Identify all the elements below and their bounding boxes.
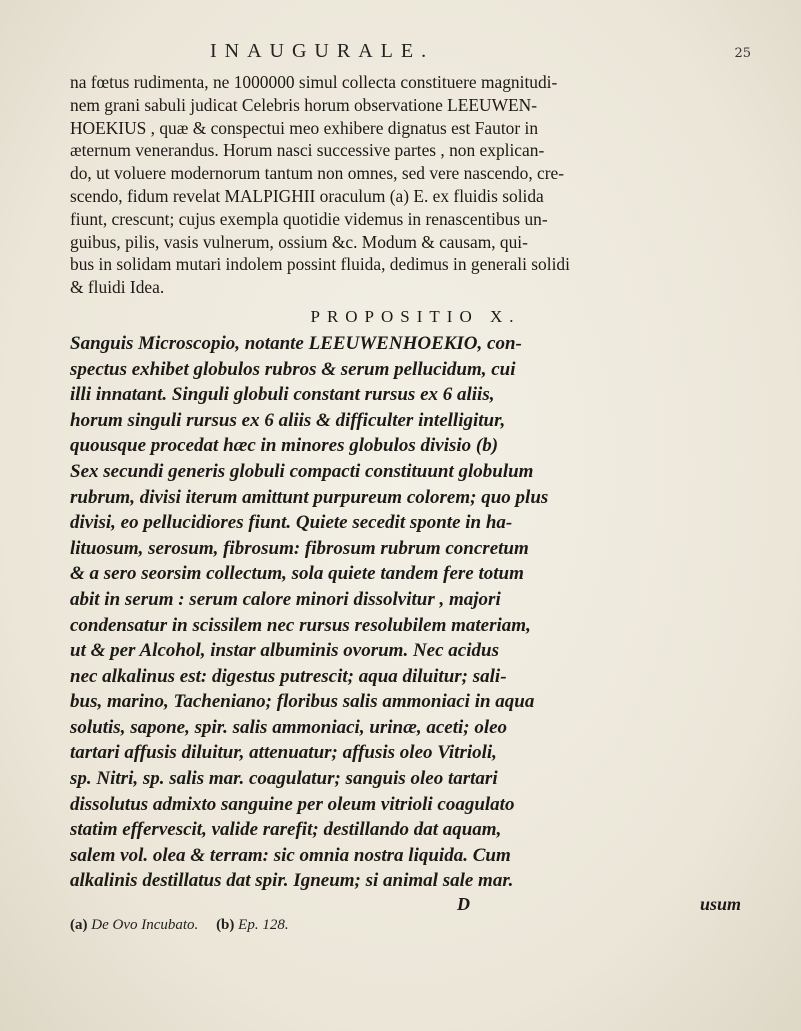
- footnotes: [70, 917, 761, 934]
- proposition-line: & a sero seorsim collectum, sola quiete tandem fere totum: [70, 563, 524, 585]
- text-line: HOEKIUS , quæ & conspectui meo exhibere dignatus est Fautor in: [70, 117, 539, 138]
- text-line: na fœtus rudimenta, ne 1000000 simul collecta constituere magnitudi-: [70, 72, 558, 92]
- catchword-line: [70, 894, 741, 915]
- propositio-heading: PROPOSITIO X.: [310, 306, 521, 326]
- proposition-line: solutis, sapone, spir. salis ammoniaci, urinæ, aceti; oleo: [70, 716, 508, 738]
- proposition-line: horum singuli rursus ex 6 aliis & difficulter intelligitur,: [70, 409, 506, 431]
- text-line: do, ut voluere modernorum tantum non omnes, sed vere nascendo, cre-: [70, 163, 565, 184]
- proposition-line: sp. Nitri, sp. salis mar. coagulatur; sanguis oleo tartari: [70, 768, 498, 790]
- proposition-line: illi innatant. Singuli globuli constant rursus ex 6 aliis,: [70, 384, 495, 406]
- footnote-mark: (b): [216, 917, 235, 934]
- proposition-line: Sanguis Microscopio, notante LEEUWENHOEKIO, con-: [70, 332, 522, 354]
- text-line: æternum venerandus. Horum nasci successive partes , non explican-: [70, 140, 545, 161]
- proposition-paragraph: [70, 331, 761, 894]
- proposition-line: abit in serum : serum calore minori dissolvitur , majori: [70, 588, 501, 610]
- catchword: usum: [699, 894, 741, 915]
- text-line: guibus, pilis, vasis vulnerum, ossium &c. Modum & causam, qui-: [70, 231, 528, 252]
- proposition-line: spectus exhibet globulos rubros & serum pellucidum, cui: [70, 358, 516, 380]
- footnote-text: Ep. 128.: [238, 917, 289, 934]
- signature-mark: D: [456, 894, 470, 915]
- page-number: 25: [734, 46, 751, 61]
- footnote-b: [216, 917, 289, 933]
- body-paragraph: [70, 71, 761, 299]
- text-line: fiunt, crescunt; cujus exempla quotidie videmus in renascentibus un-: [70, 208, 548, 229]
- page-header: [210, 40, 751, 63]
- text-line: scendo, fidum revelat MALPIGHII oraculum (a) E. ex fluidis solida: [70, 185, 544, 206]
- proposition-line: condensatur in scissilem nec rursus resolubilem materiam,: [70, 614, 531, 636]
- text-line: bus in solidam mutari indolem possint fluida, dedimus in generali solidi: [70, 254, 570, 275]
- proposition-line: Sex secundi generis globuli compacti constituunt globulum: [70, 460, 534, 482]
- proposition-line: alkalinis destillatus dat spir. Igneum; si animal sale mar.: [70, 870, 514, 892]
- footnote-mark: (a): [70, 917, 88, 934]
- running-head: INAUGURALE.: [210, 40, 435, 62]
- proposition-line: lituosum, serosum, fibrosum: fibrosum rubrum concretum: [70, 537, 529, 559]
- proposition-line: rubrum, divisi iterum amittunt purpureum colorem; quo plus: [70, 486, 549, 508]
- proposition-line: divisi, eo pellucidiores fiunt. Quiete secedit sponte in ha-: [70, 512, 513, 534]
- proposition-line: quousque procedat hæc in minores globulos divisio (b): [70, 435, 499, 457]
- proposition-line: nec alkalinus est: digestus putrescit; aqua diluitur; sali-: [70, 665, 507, 687]
- footnote-text: De Ovo Incubato.: [91, 917, 199, 934]
- proposition-line: salem vol. olea & terram: sic omnia nostra liquida. Cum: [70, 844, 511, 866]
- proposition-line: tartari affusis diluitur, attenuatur; affusis oleo Vitrioli,: [70, 742, 497, 764]
- proposition-line: dissolutus admixto sanguine per oleum vitrioli coagulato: [70, 793, 515, 815]
- proposition-line: ut & per Alcohol, instar albuminis ovorum. Nec acidus: [70, 640, 499, 662]
- text-line: nem grani sabuli judicat Celebris horum observatione LEEUWEN-: [70, 94, 537, 115]
- footnote-a: [70, 917, 198, 933]
- proposition-line: bus, marino, Tacheniano; floribus salis ammoniaci in aqua: [70, 691, 535, 713]
- text-line: & fluidi Idea.: [70, 277, 165, 298]
- proposition-line: statim effervescit, valide rarefit; destillando dat aquam,: [70, 819, 502, 841]
